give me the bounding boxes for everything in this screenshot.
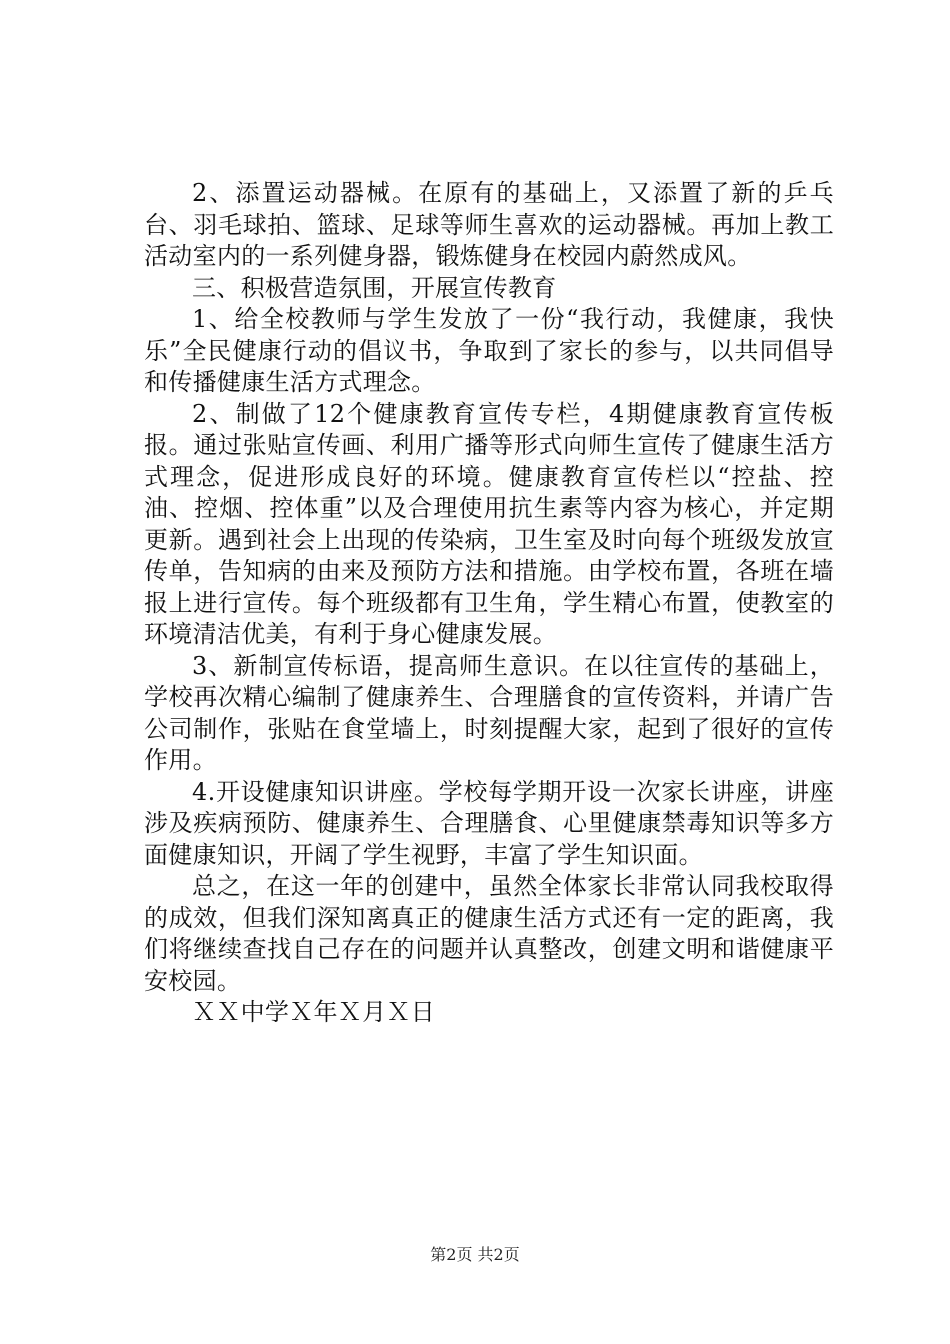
paragraph-lectures: 4.开设健康知识讲座。学校每学期开设一次家长讲座，讲座涉及疾病预防、健康养生、合理膳食、心里健康禁毒知识等多方面健康知识，开阔了学生视野，丰富了学生知识面。 (144, 777, 834, 869)
paragraph-columns: 2、制做了12个健康教育宣传专栏，4期健康教育宣传板报。通过张贴宣传画、利用广播等形式向师生宣传了健康生活方式理念，促进形成良好的环境。健康教育宣传栏以“控盐、控油、控烟、控体重”以及合理使用抗生素等内容为核心，并定期更新。遇到社会上出现的传染病，卫生室及时向每个班级发放宣传单，告知病的由来及预防方法和措施。由学校布置，各班在墙报上进行宣传。每个班级都有卫生角，学生精心布置，使教室的环境清洁优美，有利于身心健康发展。 (144, 399, 834, 648)
signature-date: ＸＸ中学Ｘ年Ｘ月Ｘ日 (192, 998, 435, 1026)
paragraph-equipment: 2、添置运动器械。在原有的基础上，又添置了新的乒乓台、羽毛球拍、篮球、足球等师生喜欢的运动器械。再加上教工活动室内的一系列健身器，锻炼健身在校园内蔚然成风。 (144, 179, 834, 270)
page-number-footer: 第2页 共2页 (430, 1245, 520, 1264)
section-heading-publicity: 三、积极营造氛围，开展宣传教育 (192, 273, 557, 302)
paragraph-summary: 总之，在这一年的创建中，虽然全体家长非常认同我校取得的成效，但我们深知离真正的健康生活方式还有一定的距离，我们将继续查找自己存在的问题并认真整改，创建文明和谐健康平安校园。 (144, 872, 834, 995)
paragraph-slogans: 3、新制宣传标语，提高师生意识。在以往宣传的基础上，学校再次精心编制了健康养生、合理膳食的宣传资料，并请广告公司制作，张贴在食堂墙上，时刻提醒大家，起到了很好的宣传作用。 (144, 651, 834, 774)
document-body (144, 178, 834, 1029)
paragraph-proposal: 1、给全校教师与学生发放了一份“我行动，我健康，我快乐”全民健康行动的倡议书，争取到了家长的参与，以共同倡导和传播健康生活方式理念。 (144, 305, 834, 396)
